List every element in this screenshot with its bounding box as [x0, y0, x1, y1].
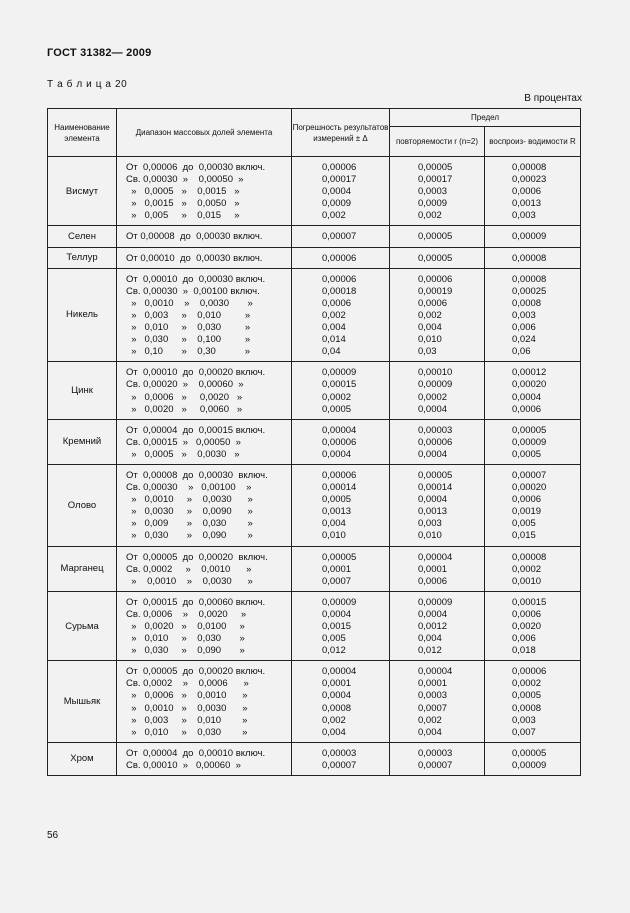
- reproducibility-cell: [485, 661, 581, 743]
- repeatability-cell: [390, 546, 485, 591]
- range-line: » 0,0015 » 0,0050 »: [126, 198, 240, 210]
- reproducibility-value: 0,06: [512, 346, 531, 358]
- range-cell: [117, 661, 292, 743]
- reproducibility-value: 0,0006: [512, 494, 542, 506]
- range-line: » 0,005 » 0,015 »: [126, 210, 240, 222]
- repeatability-value: 0,0004: [418, 494, 448, 506]
- range-line: » 0,030 » 0,090 »: [126, 645, 245, 657]
- range-line: Св. 0,0006 » 0,0020 »: [126, 608, 247, 620]
- units-note: В процентах: [524, 93, 582, 104]
- header-error: Погрешность результатов измерений ± Δ: [292, 109, 390, 157]
- range-cell: [117, 591, 292, 660]
- range-line: » 0,030 » 0,100 »: [126, 334, 251, 346]
- range-line: Св. 0,00010 » 0,00060 »: [126, 759, 241, 771]
- reproducibility-value: 0,007: [512, 726, 536, 738]
- element-name: Марганец: [48, 546, 117, 591]
- range-line: От 0,00004 до 0,00015 включ.: [126, 424, 266, 436]
- reproducibility-value: 0,003: [512, 309, 536, 321]
- range-line: Св. 0,0002 » 0,0010 »: [126, 563, 252, 575]
- reproducibility-value: 0,024: [512, 334, 536, 346]
- error-value: 0,00006: [322, 252, 357, 264]
- error-value: 0,0001: [322, 563, 352, 575]
- repeatability-cell: [390, 591, 485, 660]
- range-line: Св. 0,00030 » 0,00100 »: [126, 482, 252, 494]
- repeatability-value: 0,00009: [418, 379, 453, 391]
- reproducibility-cell: [485, 742, 581, 775]
- error-value: 0,0009: [322, 198, 352, 210]
- error-value: 0,0005: [322, 403, 352, 415]
- header-element: Наименование элемента: [48, 109, 117, 157]
- range-cell: [117, 362, 292, 419]
- reproducibility-value: 0,00009: [512, 231, 547, 243]
- reproducibility-value: 0,00005: [512, 747, 547, 759]
- element-name: Теллур: [48, 247, 117, 268]
- reproducibility-value: 0,0010: [512, 575, 542, 587]
- repeatability-value: 0,010: [418, 530, 442, 542]
- repeatability-value: 0,00007: [418, 759, 453, 771]
- repeatability-cell: [390, 226, 485, 247]
- repeatability-value: 0,012: [418, 645, 442, 657]
- table-row: [48, 464, 581, 546]
- element-name: Мышьяк: [48, 661, 117, 743]
- error-value: 0,005: [322, 633, 346, 645]
- range-line: От 0,00008 до 0,00030 включ.: [126, 231, 263, 243]
- range-line: » 0,0010 » 0,0030 »: [126, 575, 253, 587]
- range-line: » 0,10 » 0,30 »: [126, 346, 251, 358]
- error-value: 0,002: [322, 714, 346, 726]
- range-line: Св. 0,0002 » 0,0006 »: [126, 678, 249, 690]
- reproducibility-value: 0,0005: [512, 448, 542, 460]
- reproducibility-value: 0,003: [512, 714, 536, 726]
- reproducibility-value: 0,00025: [512, 285, 547, 297]
- range-line: От 0,00008 до 0,00030 включ.: [126, 469, 268, 481]
- range-line: » 0,009 » 0,030 »: [126, 518, 253, 530]
- repeatability-value: 0,002: [418, 210, 442, 222]
- range-cell: [117, 419, 292, 464]
- repeatability-cell: [390, 742, 485, 775]
- reproducibility-value: 0,006: [512, 322, 536, 334]
- range-cell: [117, 464, 292, 546]
- range-line: » 0,030 » 0,090 »: [126, 530, 253, 542]
- error-cell: [292, 247, 390, 268]
- repeatability-value: 0,00019: [418, 285, 453, 297]
- reproducibility-cell: [485, 464, 581, 546]
- repeatability-value: 0,00017: [418, 174, 453, 186]
- range-line: » 0,0030 » 0,0090 »: [126, 506, 253, 518]
- error-value: 0,004: [322, 518, 346, 530]
- reproducibility-value: 0,005: [512, 518, 536, 530]
- error-value: 0,00006: [322, 162, 357, 173]
- element-name: Селен: [48, 226, 117, 247]
- error-value: 0,00007: [322, 231, 357, 243]
- repeatability-value: 0,002: [418, 309, 442, 321]
- repeatability-value: 0,0007: [418, 702, 448, 714]
- range-line: От 0,00005 до 0,00020 включ.: [126, 666, 266, 678]
- header-reproducibility: воспроиз- водимости R: [485, 127, 581, 157]
- repeatability-value: 0,0012: [418, 621, 448, 632]
- repeatability-value: 0,03: [418, 346, 437, 358]
- reproducibility-value: 0,003: [512, 210, 536, 222]
- reproducibility-value: 0,0004: [512, 391, 542, 403]
- range-line: От 0,00004 до 0,00010 включ.: [126, 747, 266, 759]
- page-number: 56: [47, 830, 59, 841]
- document-header: ГОСТ 31382— 2009: [47, 47, 152, 59]
- error-value: 0,00007: [322, 759, 357, 771]
- reproducibility-value: 0,0006: [512, 608, 542, 620]
- error-value: 0,010: [322, 530, 346, 542]
- range-line: От 0,00010 до 0,00030 включ.: [126, 252, 263, 264]
- table-row: [48, 247, 581, 268]
- repeatability-value: 0,004: [418, 726, 442, 738]
- range-cell: [117, 546, 292, 591]
- repeatability-value: 0,00003: [418, 747, 453, 759]
- repeatability-value: 0,00005: [418, 469, 453, 481]
- repeatability-cell: [390, 247, 485, 268]
- reproducibility-cell: [485, 546, 581, 591]
- range-cell: [117, 226, 292, 247]
- reproducibility-value: 0,00007: [512, 469, 547, 481]
- error-value: 0,00006: [322, 436, 357, 448]
- reproducibility-value: 0,00008: [512, 162, 547, 173]
- header-range: Диапазон массовых долей элемента: [117, 109, 292, 157]
- repeatability-value: 0,004: [418, 633, 442, 645]
- range-line: Св. 0,00020 » 0,00060 »: [126, 379, 244, 391]
- range-line: » 0,0005 » 0,0015 »: [126, 186, 240, 198]
- error-value: 0,0004: [322, 448, 352, 460]
- repeatability-value: 0,0006: [418, 297, 448, 309]
- reproducibility-value: 0,00009: [512, 436, 547, 448]
- reproducibility-value: 0,00008: [512, 273, 547, 285]
- reproducibility-cell: [485, 362, 581, 419]
- error-value: 0,00017: [322, 174, 357, 186]
- repeatability-value: 0,00014: [418, 482, 453, 494]
- repeatability-value: 0,003: [418, 518, 442, 530]
- reproducibility-value: 0,0008: [512, 702, 542, 714]
- range-line: » 0,010 » 0,030 »: [126, 726, 248, 738]
- range-line: Св. 0,00030 » 0,00100 включ.: [126, 285, 260, 297]
- error-value: 0,04: [322, 346, 341, 358]
- repeatability-value: 0,0001: [418, 678, 448, 690]
- repeatability-cell: [390, 157, 485, 226]
- error-value: 0,0007: [322, 575, 352, 587]
- range-line: » 0,0006 » 0,0020 »: [126, 391, 243, 403]
- repeatability-value: 0,0006: [418, 575, 448, 587]
- element-name: Висмут: [48, 157, 117, 226]
- error-cell: [292, 226, 390, 247]
- reproducibility-cell: [485, 247, 581, 268]
- reproducibility-cell: [485, 268, 581, 362]
- error-value: 0,012: [322, 645, 346, 657]
- range-cell: [117, 268, 292, 362]
- repeatability-value: 0,00004: [418, 551, 453, 563]
- repeatability-value: 0,00004: [418, 666, 453, 678]
- table-row: [48, 157, 581, 226]
- reproducibility-value: 0,0020: [512, 621, 542, 632]
- range-line: » 0,0020 » 0,0060 »: [126, 403, 243, 415]
- table-row: [48, 661, 581, 743]
- error-cell: [292, 661, 390, 743]
- reproducibility-value: 0,00023: [512, 174, 547, 186]
- error-value: 0,0008: [322, 702, 352, 714]
- reproducibility-value: 0,00009: [512, 759, 547, 771]
- error-cell: [292, 546, 390, 591]
- reproducibility-value: 0,0006: [512, 186, 542, 198]
- range-line: » 0,0020 » 0,0100 »: [126, 621, 245, 632]
- element-name: Олово: [48, 464, 117, 546]
- range-line: Св. 0,00030 » 0,00050 »: [126, 174, 244, 186]
- repeatability-value: 0,004: [418, 322, 442, 334]
- repeatability-value: 0,0003: [418, 186, 448, 198]
- reproducibility-value: 0,00015: [512, 596, 547, 608]
- table-row: [48, 742, 581, 775]
- reproducibility-cell: [485, 591, 581, 660]
- repeatability-value: 0,00003: [418, 424, 453, 436]
- repeatability-value: 0,002: [418, 714, 442, 726]
- repeatability-value: 0,00005: [418, 252, 453, 264]
- repeatability-value: 0,010: [418, 334, 442, 346]
- error-value: 0,0001: [322, 678, 352, 690]
- element-name: Кремний: [48, 419, 117, 464]
- reproducibility-value: 0,0013: [512, 198, 542, 210]
- range-line: От 0,00006 до 0,00030 включ.: [126, 162, 266, 173]
- error-value: 0,002: [322, 309, 346, 321]
- repeatability-value: 0,0004: [418, 448, 448, 460]
- reproducibility-value: 0,00020: [512, 379, 547, 391]
- error-value: 0,004: [322, 322, 346, 334]
- reproducibility-value: 0,015: [512, 530, 536, 542]
- reproducibility-cell: [485, 226, 581, 247]
- error-value: 0,0004: [322, 608, 352, 620]
- error-value: 0,0004: [322, 690, 352, 702]
- error-value: 0,00006: [322, 469, 357, 481]
- reproducibility-value: 0,00012: [512, 367, 547, 379]
- error-value: 0,0013: [322, 506, 352, 518]
- reproducibility-value: 0,006: [512, 633, 536, 645]
- error-value: 0,0002: [322, 391, 352, 403]
- range-line: » 0,003 » 0,010 »: [126, 714, 248, 726]
- element-name: Хром: [48, 742, 117, 775]
- range-cell: [117, 247, 292, 268]
- range-line: » 0,0005 » 0,0030 »: [126, 448, 240, 460]
- reproducibility-value: 0,0002: [512, 678, 542, 690]
- repeatability-value: 0,0001: [418, 563, 448, 575]
- measurement-table: [47, 108, 581, 776]
- repeatability-value: 0,00006: [418, 273, 453, 285]
- table-row: [48, 268, 581, 362]
- repeatability-value: 0,0003: [418, 690, 448, 702]
- range-line: » 0,0010 » 0,0030 »: [126, 297, 253, 309]
- reproducibility-value: 0,018: [512, 645, 536, 657]
- repeatability-cell: [390, 661, 485, 743]
- error-cell: [292, 591, 390, 660]
- error-cell: [292, 157, 390, 226]
- error-value: 0,00004: [322, 424, 357, 436]
- range-line: » 0,003 » 0,010 »: [126, 309, 251, 321]
- reproducibility-value: 0,00008: [512, 252, 547, 264]
- error-value: 0,014: [322, 334, 346, 346]
- reproducibility-value: 0,0019: [512, 506, 542, 518]
- error-cell: [292, 362, 390, 419]
- error-cell: [292, 419, 390, 464]
- table-row: [48, 546, 581, 591]
- reproducibility-value: 0,00020: [512, 482, 547, 494]
- error-value: 0,002: [322, 210, 346, 222]
- repeatability-value: 0,0013: [418, 506, 448, 518]
- range-line: От 0,00010 до 0,00020 включ.: [126, 367, 266, 379]
- repeatability-cell: [390, 419, 485, 464]
- error-value: 0,00009: [322, 367, 357, 379]
- error-cell: [292, 464, 390, 546]
- reproducibility-value: 0,0002: [512, 563, 542, 575]
- error-value: 0,00006: [322, 273, 357, 285]
- repeatability-cell: [390, 464, 485, 546]
- table-row: [48, 226, 581, 247]
- repeatability-value: 0,00005: [418, 162, 453, 173]
- range-line: » 0,0006 » 0,0010 »: [126, 690, 248, 702]
- error-cell: [292, 268, 390, 362]
- reproducibility-value: 0,0008: [512, 297, 542, 309]
- reproducibility-value: 0,0006: [512, 403, 542, 415]
- range-line: От 0,00015 до 0,00060 включ.: [126, 596, 266, 608]
- range-line: » 0,010 » 0,030 »: [126, 322, 251, 334]
- error-value: 0,00005: [322, 551, 357, 563]
- reproducibility-value: 0,00005: [512, 424, 547, 436]
- header-repeatability: повторяемости r (n=2): [390, 127, 485, 157]
- error-value: 0,004: [322, 726, 346, 738]
- range-line: От 0,00010 до 0,00030 включ.: [126, 273, 266, 285]
- repeatability-value: 0,0009: [418, 198, 448, 210]
- repeatability-value: 0,0004: [418, 608, 448, 620]
- table-caption: Т а б л и ц а 20: [47, 79, 128, 90]
- repeatability-value: 0,00006: [418, 436, 453, 448]
- reproducibility-value: 0,00006: [512, 666, 547, 678]
- error-value: 0,00009: [322, 596, 357, 608]
- range-line: » 0,0010 » 0,0030 »: [126, 702, 248, 714]
- error-value: 0,00003: [322, 747, 357, 759]
- table-row: [48, 362, 581, 419]
- range-cell: [117, 157, 292, 226]
- table-row: [48, 419, 581, 464]
- reproducibility-cell: [485, 419, 581, 464]
- repeatability-value: 0,00009: [418, 596, 453, 608]
- element-name: Никель: [48, 268, 117, 362]
- element-name: Цинк: [48, 362, 117, 419]
- table-body: [48, 157, 581, 776]
- range-cell: [117, 742, 292, 775]
- header-limit: Предел: [390, 109, 581, 127]
- range-line: От 0,00005 до 0,00020 включ.: [126, 551, 268, 563]
- repeatability-value: 0,00005: [418, 231, 453, 243]
- repeatability-value: 0,0004: [418, 403, 448, 415]
- reproducibility-value: 0,00008: [512, 551, 547, 563]
- error-cell: [292, 742, 390, 775]
- error-value: 0,00004: [322, 666, 357, 678]
- reproducibility-cell: [485, 157, 581, 226]
- error-value: 0,0005: [322, 494, 352, 506]
- error-value: 0,00015: [322, 379, 357, 391]
- error-value: 0,00014: [322, 482, 357, 494]
- repeatability-cell: [390, 268, 485, 362]
- table-row: [48, 591, 581, 660]
- repeatability-value: 0,0002: [418, 391, 448, 403]
- error-value: 0,0006: [322, 297, 352, 309]
- range-line: » 0,0010 » 0,0030 »: [126, 494, 253, 506]
- error-value: 0,00018: [322, 285, 357, 297]
- error-value: 0,0015: [322, 621, 352, 632]
- repeatability-value: 0,00010: [418, 367, 453, 379]
- element-name: Сурьма: [48, 591, 117, 660]
- error-value: 0,0004: [322, 186, 352, 198]
- range-line: » 0,010 » 0,030 »: [126, 633, 245, 645]
- repeatability-cell: [390, 362, 485, 419]
- range-line: Св. 0,00015 » 0,00050 »: [126, 436, 241, 448]
- reproducibility-value: 0,0005: [512, 690, 542, 702]
